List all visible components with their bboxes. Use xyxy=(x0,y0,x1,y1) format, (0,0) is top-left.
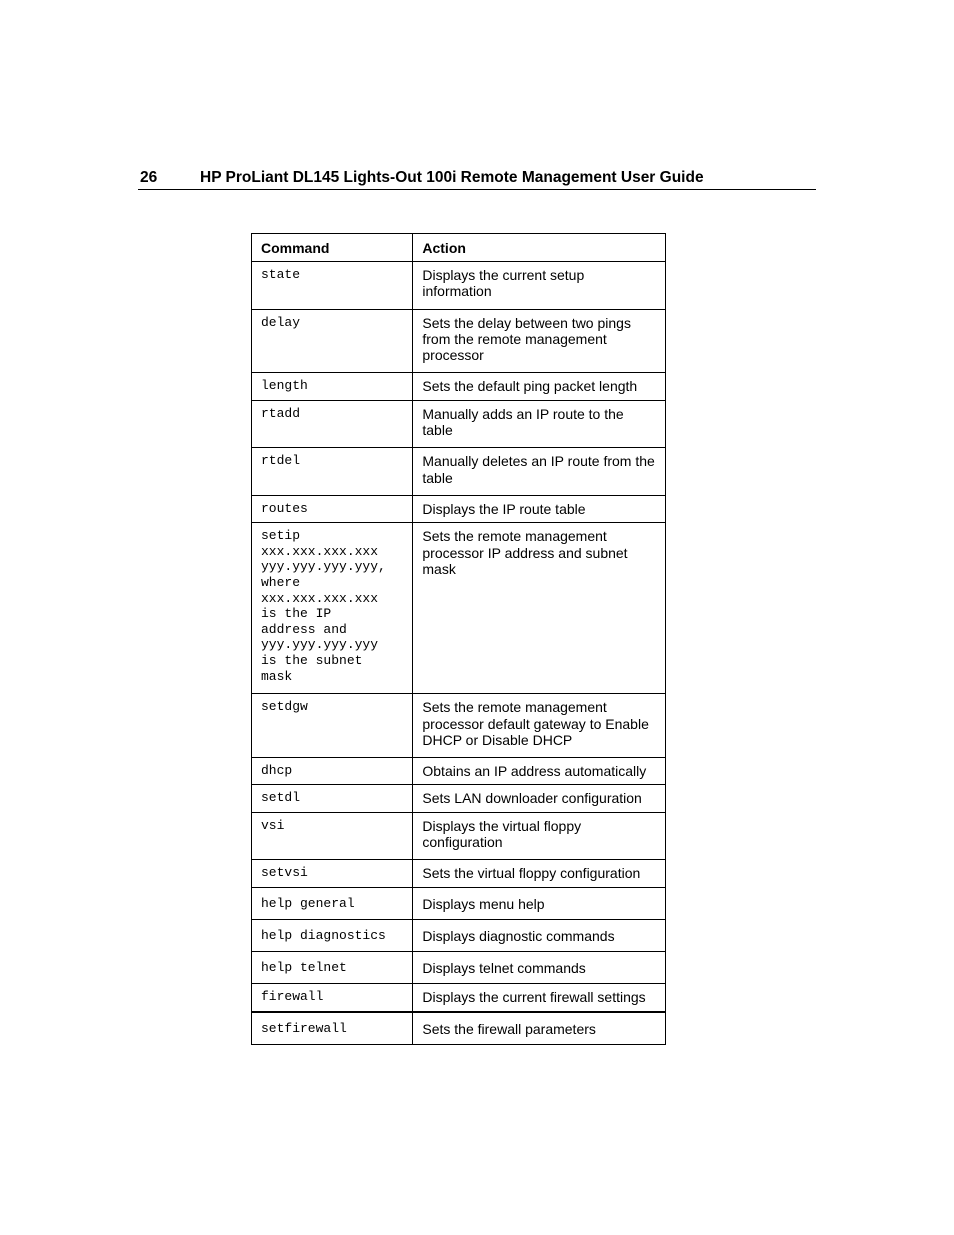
table-row xyxy=(252,887,666,919)
command-cell: vsi xyxy=(252,812,413,860)
command-cell: delay xyxy=(252,309,413,373)
command-cell: length xyxy=(252,373,413,400)
table-row xyxy=(252,694,666,758)
document-title: HP ProLiant DL145 Lights-Out 100i Remote Management User Guide xyxy=(200,169,704,186)
action-cell: Displays the IP route table xyxy=(413,495,666,522)
page-number: 26 xyxy=(140,169,158,186)
command-cell: help diagnostics xyxy=(252,919,413,951)
command-cell: rtdel xyxy=(252,448,413,496)
action-cell: Displays the current firewall settings xyxy=(413,984,666,1012)
page-header xyxy=(138,168,816,190)
action-cell: Displays telnet commands xyxy=(413,952,666,984)
table-row xyxy=(252,523,666,694)
command-cell: routes xyxy=(252,495,413,522)
action-cell: Sets the remote management processor IP address and subnet mask xyxy=(413,523,666,694)
command-cell: help telnet xyxy=(252,952,413,984)
command-cell: help general xyxy=(252,887,413,919)
command-cell: firewall xyxy=(252,984,413,1012)
command-table xyxy=(251,233,666,1045)
command-cell: dhcp xyxy=(252,758,413,785)
action-cell: Sets the delay between two pings from the remote management processor xyxy=(413,309,666,373)
action-cell: Displays diagnostic commands xyxy=(413,919,666,951)
table-row xyxy=(252,952,666,984)
action-cell: Sets the default ping packet length xyxy=(413,373,666,400)
action-cell: Manually adds an IP route to the table xyxy=(413,400,666,448)
command-cell: setdgw xyxy=(252,694,413,758)
action-cell: Sets the remote management processor default gateway to Enable DHCP or Disable DHCP xyxy=(413,694,666,758)
command-cell: rtadd xyxy=(252,400,413,448)
command-cell: setvsi xyxy=(252,860,413,887)
table-row xyxy=(252,919,666,951)
command-cell: state xyxy=(252,262,413,310)
action-cell: Sets LAN downloader configuration xyxy=(413,785,666,812)
table-row xyxy=(252,448,666,496)
table-row xyxy=(252,373,666,400)
command-cell: setfirewall xyxy=(252,1012,413,1045)
action-cell: Sets the firewall parameters xyxy=(413,1012,666,1045)
table-row xyxy=(252,309,666,373)
command-cell: setip xxx.xxx.xxx.xxx yyy.yyy.yyy.yyy, where xxx.xxx.xxx.xxx is the IP address and yyy.yyy.yyy.yyy is the subnet mask xyxy=(252,523,413,694)
table-row xyxy=(252,1012,666,1045)
action-cell: Displays menu help xyxy=(413,887,666,919)
action-cell: Displays the current setup information xyxy=(413,262,666,310)
table-row xyxy=(252,860,666,887)
table-row xyxy=(252,758,666,785)
table-row xyxy=(252,812,666,860)
table-row xyxy=(252,984,666,1012)
table-header-row xyxy=(252,234,666,262)
table-row xyxy=(252,400,666,448)
action-cell: Obtains an IP address automatically xyxy=(413,758,666,785)
column-header-action: Action xyxy=(413,234,666,262)
table-row xyxy=(252,495,666,522)
action-cell: Manually deletes an IP route from the table xyxy=(413,448,666,496)
table-row xyxy=(252,785,666,812)
action-cell: Sets the virtual floppy configuration xyxy=(413,860,666,887)
column-header-command: Command xyxy=(252,234,413,262)
command-cell: setdl xyxy=(252,785,413,812)
action-cell: Displays the virtual floppy configuration xyxy=(413,812,666,860)
table-row xyxy=(252,262,666,310)
